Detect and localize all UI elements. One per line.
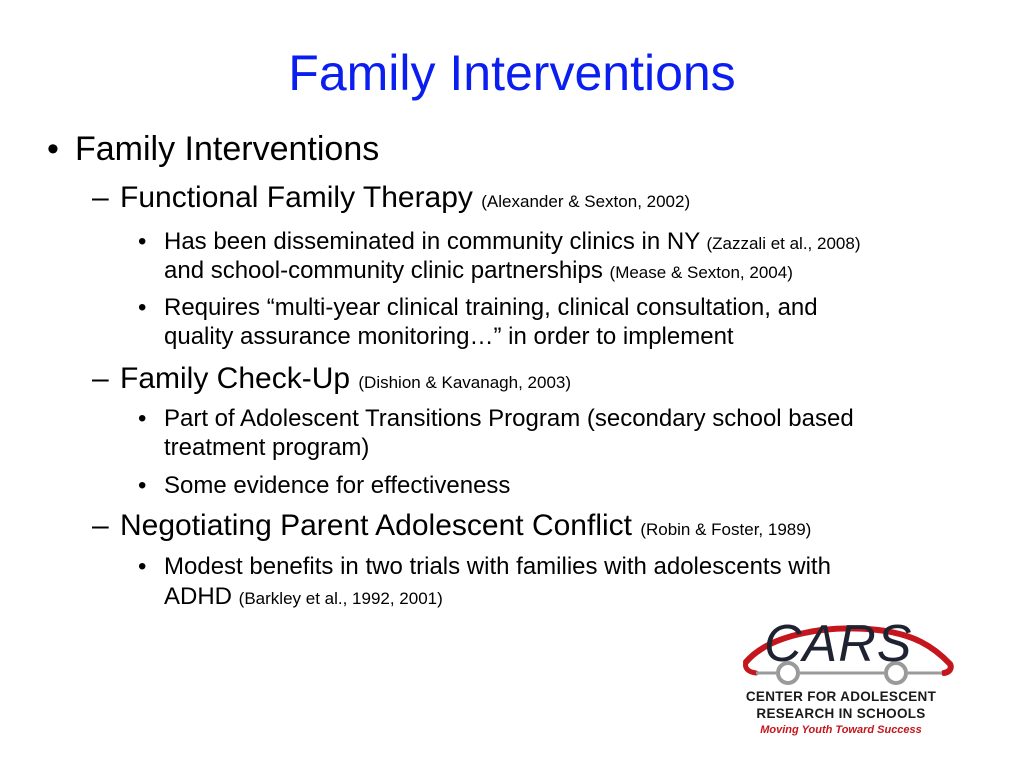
bullet-marker: • [47,130,59,168]
citation: (Mease & Sexton, 2004) [609,263,793,282]
point-some-evidence [138,471,510,501]
dash-marker: – [92,181,109,214]
citation: (Dishion & Kavanagh, 2003) [358,373,572,392]
point-marker: • [138,294,147,321]
citation: (Alexander & Sexton, 2002) [481,192,691,211]
subitem-negotiating-parent-adolescent-conflict [92,509,811,543]
subitem-family-check-up [92,362,571,396]
subitem-text: Functional Family Therapy [120,181,482,214]
point-adolescent-transitions-cont [138,433,369,463]
point-marker: • [138,553,147,580]
slide-title: Family Interventions [288,45,736,101]
point-text: Has been disseminated in community clinics in NY [164,228,707,255]
point-text: ADHD [164,583,239,610]
bullet-text: Family Interventions [75,130,380,168]
point-marker: • [138,472,147,499]
point-text: Part of Adolescent Transitions Program (secondary school based [164,405,854,432]
point-text: quality assurance monitoring…” in order to implement [164,323,734,350]
dash-marker: – [92,362,109,395]
point-text: and school-community clinic partnerships [164,257,610,284]
point-modest-benefits [138,552,831,582]
citation: (Barkley et al., 1992, 2001) [238,589,443,608]
point-modest-benefits-cont [138,582,443,614]
point-text: Some evidence for effectiveness [164,472,511,499]
subitem-text: Negotiating Parent Adolescent Conflict [120,509,641,542]
subitem-text: Family Check-Up [120,362,359,395]
point-disseminated [138,227,860,259]
logo-line-1: CENTER FOR ADOLESCENT [745,689,937,704]
citation: (Robin & Foster, 1989) [640,520,812,539]
point-marker: • [138,405,147,432]
logo-tagline: Moving Youth Toward Success [760,724,922,736]
point-disseminated-cont [138,256,793,288]
citation: (Zazzali et al., 2008) [706,234,861,253]
point-text: treatment program) [164,434,370,461]
point-text: Modest benefits in two trials with families with adolescents with [164,553,831,580]
logo-line-2: RESEARCH IN SCHOOLS [756,706,926,721]
bullet-family-interventions [47,130,379,169]
point-requires [138,293,818,323]
point-text: Requires “multi-year clinical training, clinical consultation, and [164,294,818,321]
dash-marker: – [92,509,109,542]
logo-wordmark: CARS [764,615,913,673]
point-adolescent-transitions [138,404,854,434]
point-requires-cont [138,322,734,352]
subitem-functional-family-therapy [92,181,690,215]
point-marker: • [138,228,147,255]
